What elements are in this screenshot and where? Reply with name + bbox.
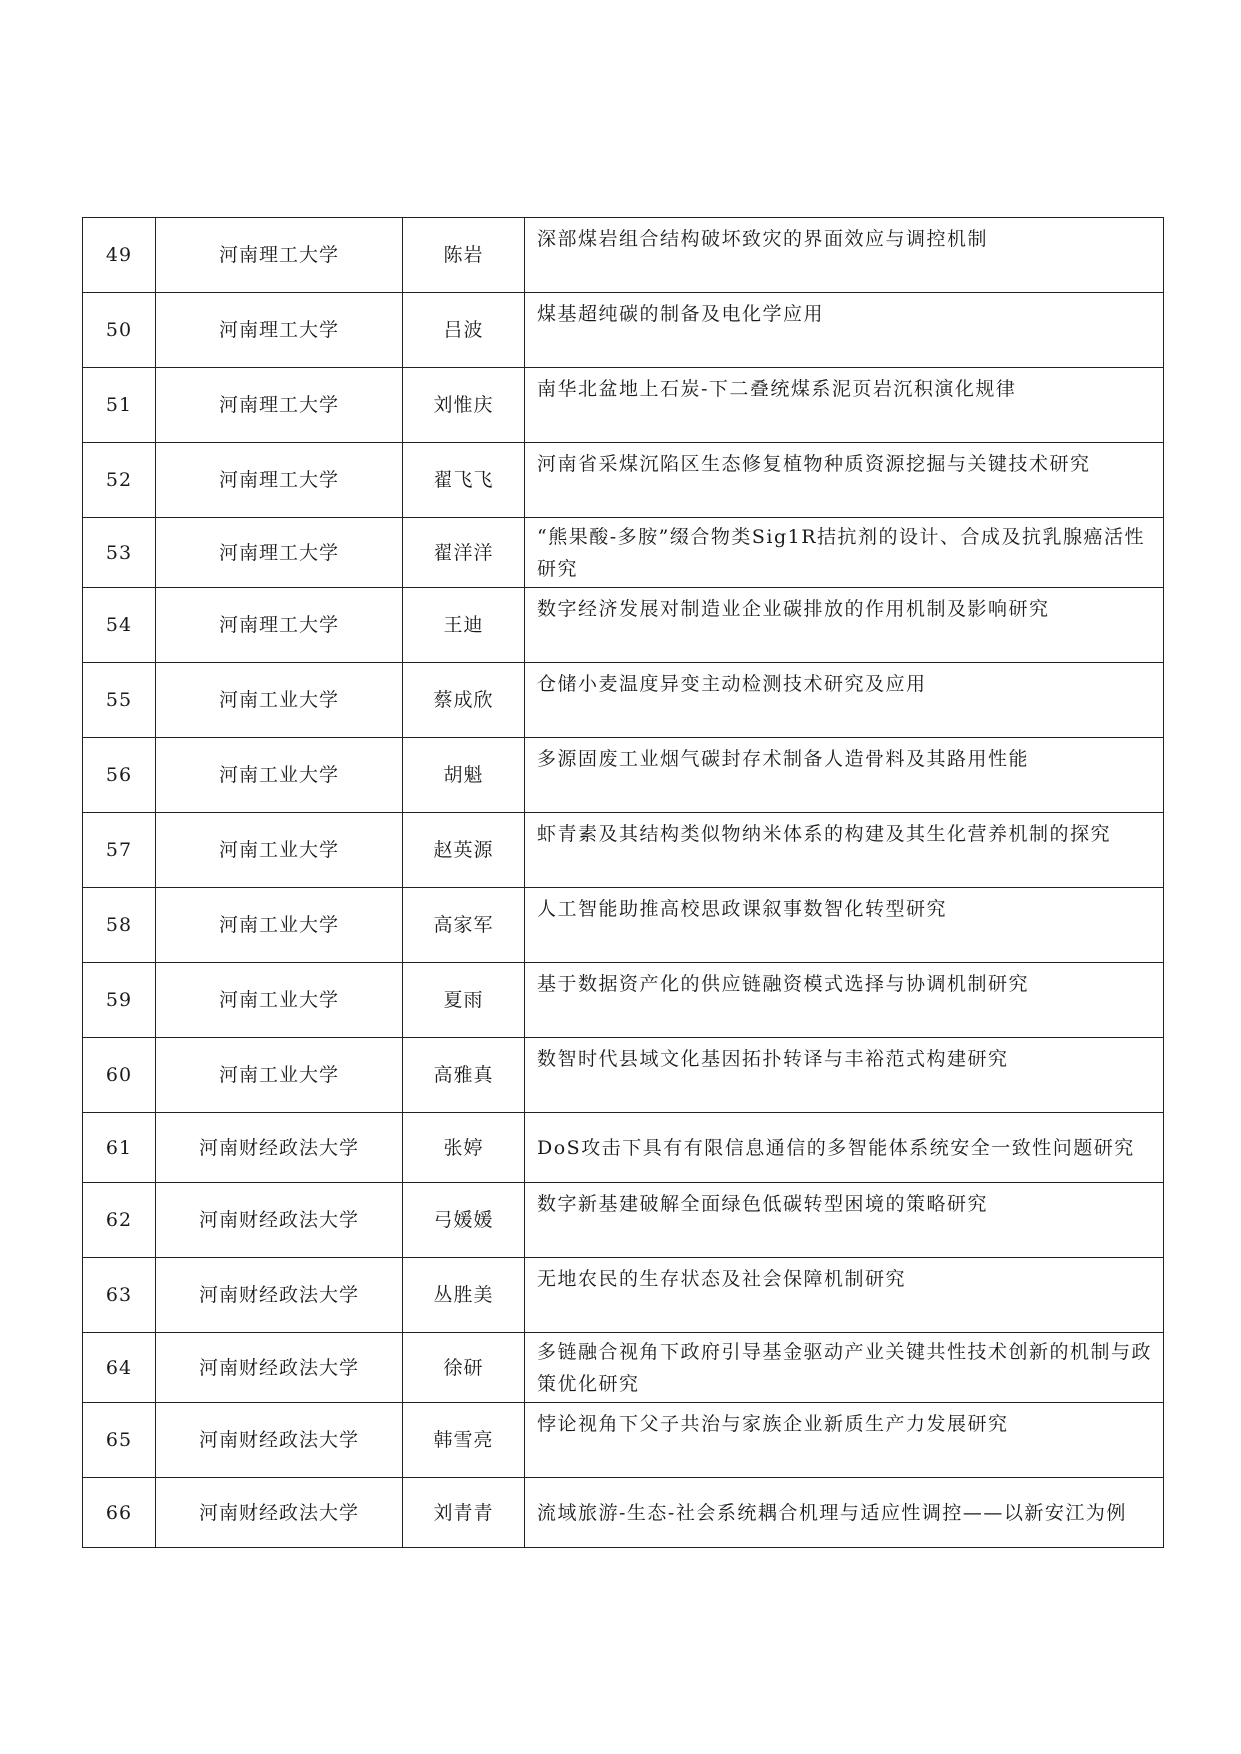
applicant-name: 张婷	[403, 1113, 525, 1183]
project-title: 数智时代县域文化基因拓扑转译与丰裕范式构建研究	[525, 1038, 1164, 1113]
project-title: 虾青素及其结构类似物纳米体系的构建及其生化营养机制的探究	[525, 813, 1164, 888]
university-name: 河南工业大学	[156, 888, 403, 963]
row-number: 57	[83, 813, 156, 888]
row-number: 56	[83, 738, 156, 813]
university-name: 河南工业大学	[156, 663, 403, 738]
table-row	[83, 368, 1164, 443]
project-title: 流域旅游-生态-社会系统耦合机理与适应性调控——以新安江为例	[525, 1478, 1164, 1548]
applicant-name: 赵英源	[403, 813, 525, 888]
project-title: 悖论视角下父子共治与家族企业新质生产力发展研究	[525, 1403, 1164, 1478]
table-row	[83, 1403, 1164, 1478]
university-name: 河南财经政法大学	[156, 1333, 403, 1403]
project-list-body	[83, 218, 1164, 1548]
row-number: 64	[83, 1333, 156, 1403]
university-name: 河南理工大学	[156, 443, 403, 518]
project-title: “熊果酸-多胺”缀合物类Sig1R拮抗剂的设计、合成及抗乳腺癌活性研究	[525, 518, 1164, 588]
project-title: 人工智能助推高校思政课叙事数智化转型研究	[525, 888, 1164, 963]
project-list-table	[82, 217, 1164, 1548]
applicant-name: 刘青青	[403, 1478, 525, 1548]
table-row	[83, 738, 1164, 813]
table-row	[83, 963, 1164, 1038]
applicant-name: 翟飞飞	[403, 443, 525, 518]
row-number: 55	[83, 663, 156, 738]
university-name: 河南工业大学	[156, 813, 403, 888]
table-row	[83, 588, 1164, 663]
university-name: 河南财经政法大学	[156, 1258, 403, 1333]
row-number: 66	[83, 1478, 156, 1548]
applicant-name: 吕波	[403, 293, 525, 368]
applicant-name: 高雅真	[403, 1038, 525, 1113]
table-row	[83, 813, 1164, 888]
row-number: 50	[83, 293, 156, 368]
project-title: 数字经济发展对制造业企业碳排放的作用机制及影响研究	[525, 588, 1164, 663]
row-number: 51	[83, 368, 156, 443]
row-number: 54	[83, 588, 156, 663]
applicant-name: 胡魁	[403, 738, 525, 813]
project-title: DoS攻击下具有有限信息通信的多智能体系统安全一致性问题研究	[525, 1113, 1164, 1183]
row-number: 59	[83, 963, 156, 1038]
applicant-name: 刘惟庆	[403, 368, 525, 443]
university-name: 河南理工大学	[156, 368, 403, 443]
applicant-name: 翟洋洋	[403, 518, 525, 588]
project-title: 仓储小麦温度异变主动检测技术研究及应用	[525, 663, 1164, 738]
university-name: 河南工业大学	[156, 963, 403, 1038]
project-title: 无地农民的生存状态及社会保障机制研究	[525, 1258, 1164, 1333]
university-name: 河南财经政法大学	[156, 1478, 403, 1548]
table-row	[83, 1038, 1164, 1113]
project-title: 数字新基建破解全面绿色低碳转型困境的策略研究	[525, 1183, 1164, 1258]
university-name: 河南财经政法大学	[156, 1183, 403, 1258]
applicant-name: 丛胜美	[403, 1258, 525, 1333]
table-row	[83, 888, 1164, 963]
table-row	[83, 518, 1164, 588]
applicant-name: 夏雨	[403, 963, 525, 1038]
table-row	[83, 218, 1164, 293]
university-name: 河南理工大学	[156, 588, 403, 663]
table-row	[83, 1113, 1164, 1183]
table-row	[83, 1333, 1164, 1403]
row-number: 60	[83, 1038, 156, 1113]
university-name: 河南理工大学	[156, 218, 403, 293]
table-row	[83, 443, 1164, 518]
row-number: 63	[83, 1258, 156, 1333]
applicant-name: 陈岩	[403, 218, 525, 293]
row-number: 62	[83, 1183, 156, 1258]
applicant-name: 徐研	[403, 1333, 525, 1403]
row-number: 49	[83, 218, 156, 293]
row-number: 61	[83, 1113, 156, 1183]
applicant-name: 韩雪亮	[403, 1403, 525, 1478]
project-title: 南华北盆地上石炭-下二叠统煤系泥页岩沉积演化规律	[525, 368, 1164, 443]
table-row	[83, 293, 1164, 368]
table-row	[83, 1478, 1164, 1548]
university-name: 河南理工大学	[156, 518, 403, 588]
row-number: 65	[83, 1403, 156, 1478]
project-title: 煤基超纯碳的制备及电化学应用	[525, 293, 1164, 368]
project-title: 基于数据资产化的供应链融资模式选择与协调机制研究	[525, 963, 1164, 1038]
table-row	[83, 1258, 1164, 1333]
project-title: 多源固废工业烟气碳封存术制备人造骨料及其路用性能	[525, 738, 1164, 813]
table-row	[83, 1183, 1164, 1258]
project-title: 深部煤岩组合结构破坏致灾的界面效应与调控机制	[525, 218, 1164, 293]
row-number: 53	[83, 518, 156, 588]
project-title: 河南省采煤沉陷区生态修复植物种质资源挖掘与关键技术研究	[525, 443, 1164, 518]
university-name: 河南工业大学	[156, 1038, 403, 1113]
applicant-name: 弓媛媛	[403, 1183, 525, 1258]
row-number: 52	[83, 443, 156, 518]
applicant-name: 高家军	[403, 888, 525, 963]
university-name: 河南财经政法大学	[156, 1403, 403, 1478]
university-name: 河南理工大学	[156, 293, 403, 368]
university-name: 河南财经政法大学	[156, 1113, 403, 1183]
project-title: 多链融合视角下政府引导基金驱动产业关键共性技术创新的机制与政策优化研究	[525, 1333, 1164, 1403]
university-name: 河南工业大学	[156, 738, 403, 813]
applicant-name: 王迪	[403, 588, 525, 663]
applicant-name: 蔡成欣	[403, 663, 525, 738]
row-number: 58	[83, 888, 156, 963]
table-row	[83, 663, 1164, 738]
